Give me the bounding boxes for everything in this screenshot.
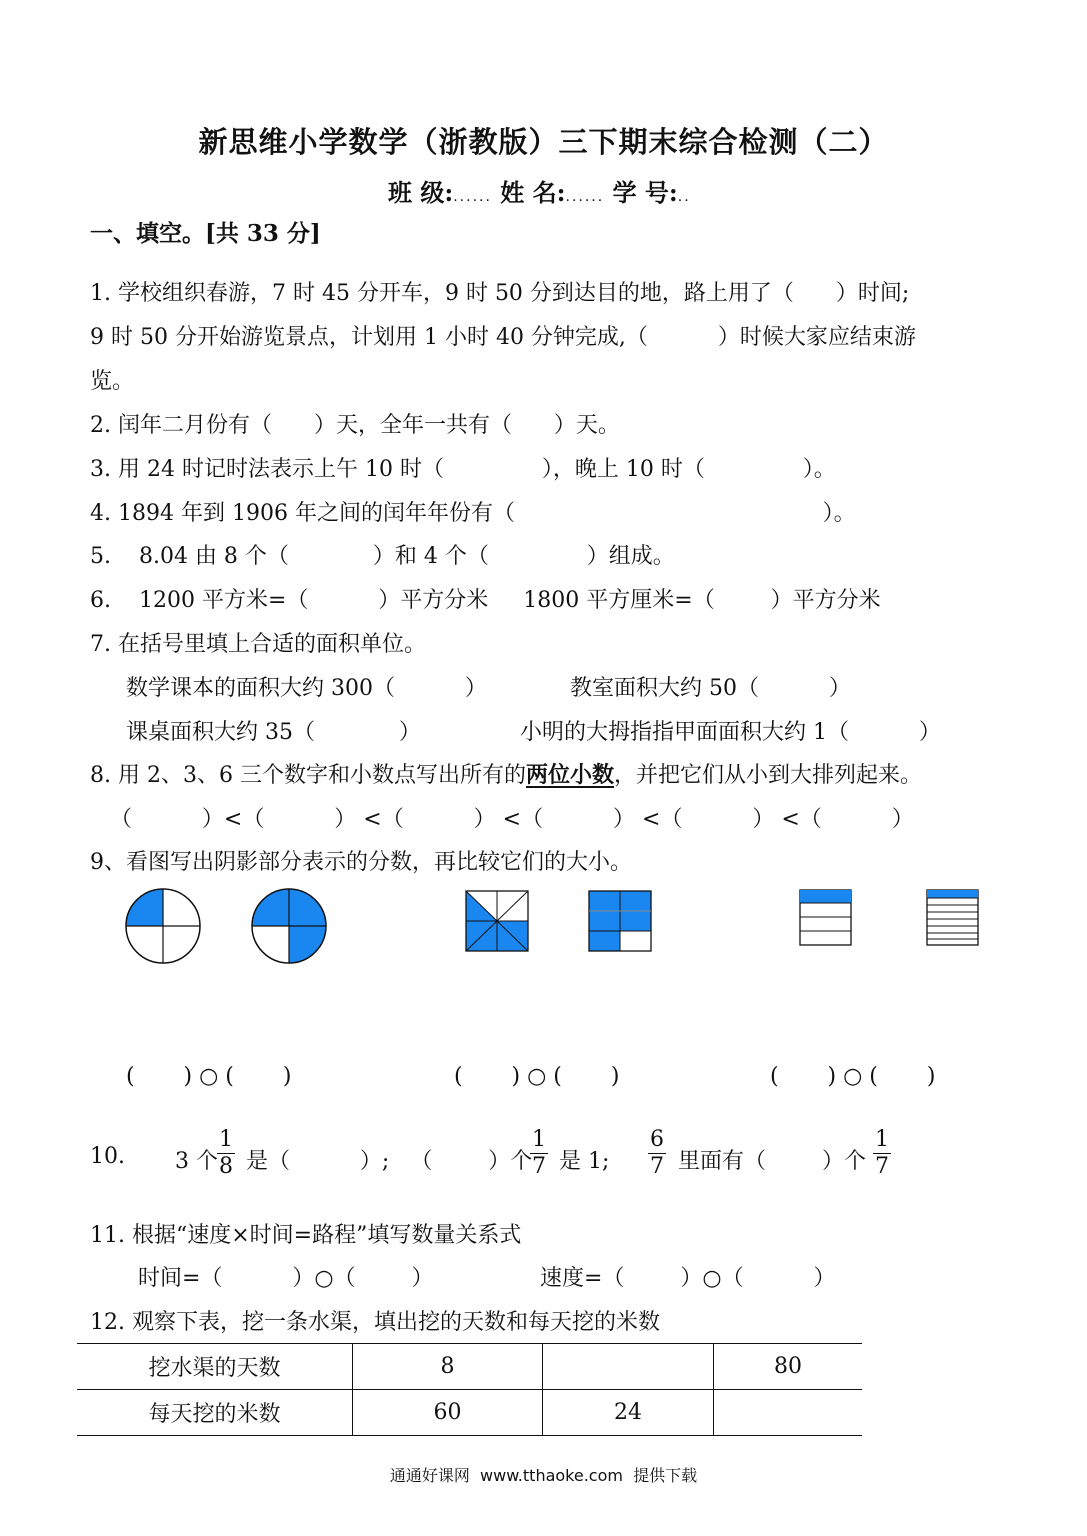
- page-title: 新思维小学数学（浙教版）三下期末综合检测（二）: [198, 125, 889, 159]
- q10-text-4: 里面有（ ）个: [678, 1149, 866, 1174]
- q11-time: 时间=（ ）○（ ）: [138, 1266, 434, 1291]
- fraction-1-7-a: [530, 1128, 548, 1179]
- fraction-1-7-b: [873, 1128, 891, 1179]
- q10-text-1: 3 个: [175, 1149, 218, 1174]
- fraction-figures: [0, 880, 1087, 980]
- q12-stem: 12. 观察下表，挖一条水渠，填出挖的天数和每天挖的米数: [90, 1310, 660, 1335]
- name-label: 姓 名:: [500, 178, 566, 207]
- fraction-den: 7: [532, 1154, 546, 1179]
- q10-text-2: 是（ ）; （ ）个: [246, 1149, 533, 1174]
- name-blank[interactable]: ......: [565, 189, 605, 205]
- fraction-den: 7: [875, 1154, 889, 1179]
- class-blank[interactable]: ......: [453, 189, 492, 205]
- q8-stem: [90, 758, 922, 789]
- q5: 5. 8.04 由 8 个（ ）和 4 个（ ）组成。: [90, 544, 675, 569]
- fraction-6-7: [648, 1128, 666, 1179]
- q8-answer-row: （ ）<（ ） <（ ） <（ ） <（ ） <（ ）: [110, 807, 914, 832]
- table-cell: 挖水渠的天数: [77, 1344, 353, 1390]
- q4: 4. 1894 年到 1906 年之间的闰年年份有（ ）。: [90, 501, 856, 526]
- table-cell: 8: [353, 1344, 543, 1390]
- q8-pre: 8. 用 2、3、6 三个数字和小数点写出所有的: [90, 763, 526, 788]
- q8-underlined: 两位小数: [525, 762, 614, 788]
- fraction-num: 1: [875, 1127, 889, 1152]
- q11-stem: 11. 根据“速度×时间=路程”填写数量关系式: [90, 1223, 522, 1248]
- table-row: [77, 1390, 862, 1436]
- table-cell: 80: [714, 1344, 863, 1390]
- q8-post: ，并把它们从小到大排列起来。: [613, 763, 922, 788]
- id-label: 学 号:: [612, 178, 678, 207]
- table-cell[interactable]: [543, 1344, 714, 1390]
- q9-compare-2: ( ) ○ ( ): [454, 1064, 620, 1089]
- table-cell[interactable]: [714, 1390, 863, 1436]
- q7-item-d: 小明的大拇指指甲面面积大约 1（ ）: [520, 720, 941, 745]
- q9-stem: 9、看图写出阴影部分表示的分数，再比较它们的大小。: [90, 850, 632, 875]
- table-cell: 每天挖的米数: [77, 1390, 353, 1436]
- fraction-num: 6: [650, 1127, 664, 1152]
- q7-item-c: 课桌面积大约 35（ ）: [126, 720, 421, 745]
- q2: 2. 闰年二月份有（ ）天，全年一共有（ ）天。: [90, 413, 620, 438]
- square-eighths-figure: [466, 891, 528, 951]
- q10-text-3: 是 1;: [559, 1149, 610, 1174]
- q1-line1: 1. 学校组织春游，7 时 45 分开车，9 时 50 分到达目的地，路上用了（ ）时间;: [90, 281, 910, 306]
- student-info: [388, 173, 691, 208]
- grid-sixths-figure: [589, 891, 651, 951]
- fraction-den: 8: [219, 1154, 233, 1179]
- fraction-den: 7: [650, 1154, 664, 1179]
- q6: 6. 1200 平方米=（ ）平方分米 1800 平方厘米=（ ）平方分米: [90, 588, 881, 613]
- bar-eighths-figure: [927, 890, 978, 945]
- fraction-1-8: [217, 1128, 235, 1179]
- q7-item-a: 数学课本的面积大约 300（ ）: [126, 676, 487, 701]
- q3: 3. 用 24 时记时法表示上午 10 时（ ），晚上 10 时（ ）。: [90, 457, 836, 482]
- q11-speed: 速度=（ ）○（ ）: [540, 1266, 836, 1291]
- q1-line3: 览。: [90, 369, 135, 394]
- q9-compare-3: ( ) ○ ( ): [770, 1064, 936, 1089]
- circle-three-quarter-figure: [252, 889, 326, 963]
- q9-compare-1: ( ) ○ ( ): [126, 1064, 292, 1089]
- ditch-table: [77, 1343, 862, 1436]
- q7-stem: 7. 在括号里填上合适的面积单位。: [90, 632, 426, 657]
- table-cell: 60: [353, 1390, 543, 1436]
- id-blank[interactable]: ..: [677, 189, 691, 205]
- bar-quarters-figure: [800, 890, 851, 945]
- page-footer: 通通好课网 www.tthaoke.com 提供下载: [389, 1466, 698, 1485]
- fraction-num: 1: [532, 1127, 546, 1152]
- q1-line2: 9 时 50 分开始游览景点，计划用 1 小时 40 分钟完成,（ ）时候大家应结束游: [90, 325, 916, 350]
- q7-item-b: 教室面积大约 50（ ）: [570, 676, 851, 701]
- class-label: 班 级:: [388, 178, 454, 207]
- q10-label: 10.: [90, 1144, 125, 1169]
- section-heading: 一、填空。[共 33 分]: [90, 220, 321, 247]
- fraction-num: 1: [219, 1127, 233, 1152]
- circle-quarter-figure: [126, 889, 200, 963]
- table-row: [77, 1344, 862, 1390]
- table-cell: 24: [543, 1390, 714, 1436]
